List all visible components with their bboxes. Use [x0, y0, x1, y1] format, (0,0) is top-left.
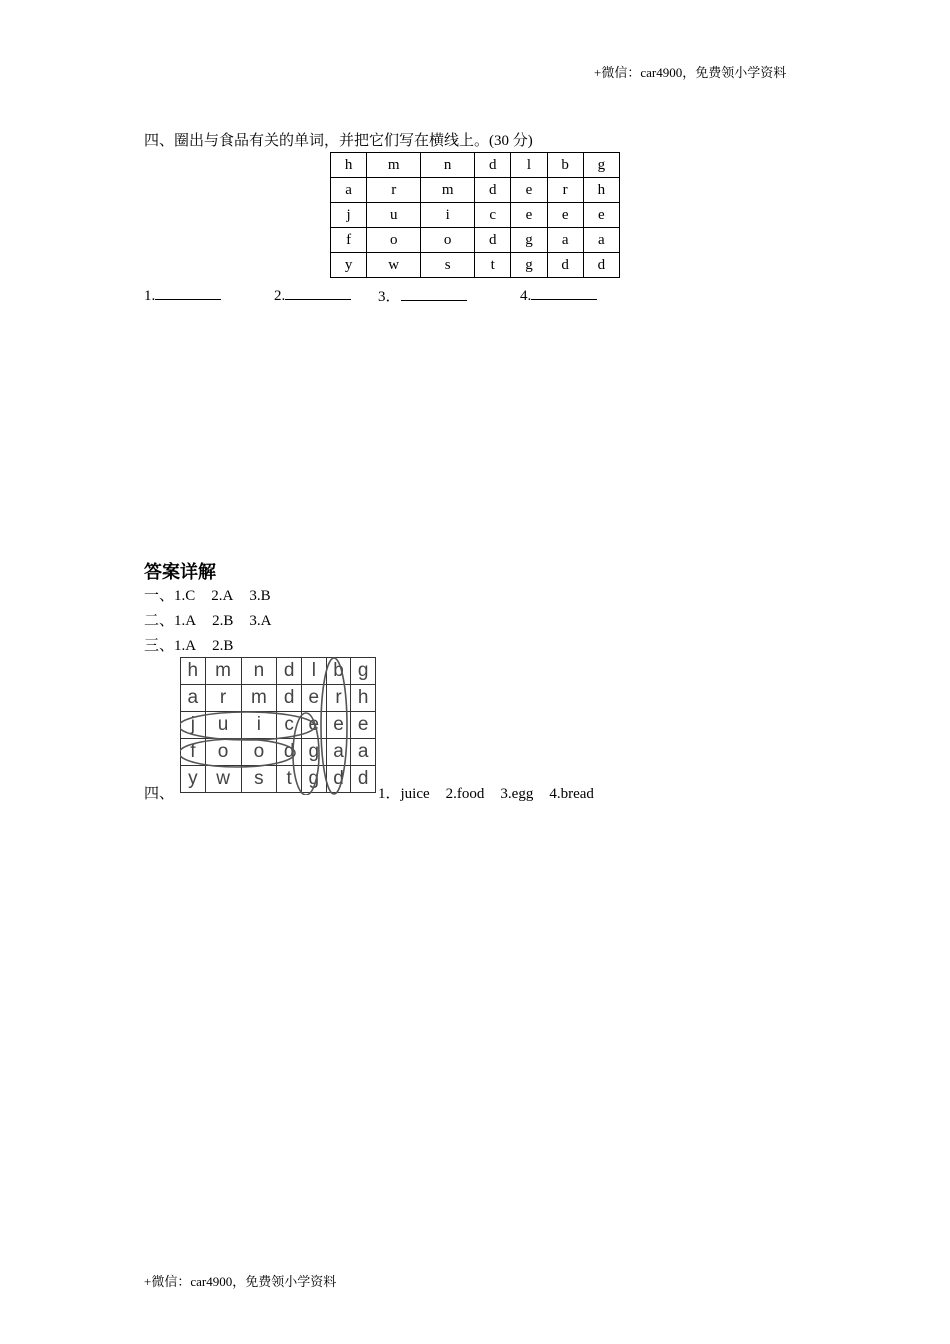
- answer-item: 1.C: [174, 588, 196, 604]
- blank-number: 4.: [520, 288, 532, 304]
- grid-cell: f: [181, 739, 206, 766]
- grid-row: [331, 203, 620, 228]
- grid-cell: u: [205, 712, 241, 739]
- answer-item: 2.food: [445, 786, 485, 802]
- blank-4[interactable]: [520, 285, 597, 305]
- grid-cell: b: [326, 658, 351, 685]
- blank-1[interactable]: [144, 285, 221, 305]
- grid-cell: j: [331, 203, 367, 228]
- answer-item: 3.A: [249, 613, 272, 629]
- grid-cell: b: [547, 153, 583, 178]
- grid-row: [331, 153, 620, 178]
- blank-number: 2.: [274, 288, 286, 304]
- answer-item: 1.A: [174, 638, 197, 654]
- grid-cell: g: [302, 739, 327, 766]
- answer-line-3: [144, 634, 233, 655]
- grid-cell: h: [181, 658, 206, 685]
- grid-cell: f: [331, 228, 367, 253]
- answers-title: 答案详解: [144, 562, 216, 583]
- grid-cell: e: [326, 712, 351, 739]
- grid-cell: j: [181, 712, 206, 739]
- grid-cell: m: [367, 153, 421, 178]
- answer-prefix: 一、: [144, 588, 175, 604]
- grid-cell: i: [421, 203, 475, 228]
- grid-cell: a: [181, 685, 206, 712]
- grid-cell: a: [326, 739, 351, 766]
- grid-cell: c: [475, 203, 511, 228]
- answer-item: 2.A: [211, 588, 234, 604]
- grid-cell: g: [351, 658, 376, 685]
- grid-cell: t: [277, 766, 302, 793]
- grid-cell: d: [351, 766, 376, 793]
- grid-cell: u: [367, 203, 421, 228]
- grid-row: [181, 685, 376, 712]
- header-note: +微信：car4900，免费领小学资料: [594, 65, 787, 80]
- answer-blanks: [144, 285, 624, 305]
- grid-cell: m: [421, 178, 475, 203]
- grid-cell: e: [547, 203, 583, 228]
- grid-cell: h: [583, 178, 619, 203]
- blank-2[interactable]: [274, 285, 351, 305]
- footer-note: +微信：car4900，免费领小学资料: [144, 1274, 337, 1289]
- grid-row: [331, 178, 620, 203]
- grid-cell: r: [367, 178, 421, 203]
- blank-number: 1.: [144, 288, 156, 304]
- answer-prefix: 三、: [144, 638, 175, 654]
- grid-cell: d: [277, 685, 302, 712]
- answer-line-4: [144, 782, 174, 803]
- grid-cell: d: [475, 228, 511, 253]
- answer-line-2: [144, 609, 271, 630]
- grid-cell: a: [331, 178, 367, 203]
- answer-line-4-words: [378, 782, 594, 803]
- grid-row: [331, 253, 620, 278]
- answer-item: 4.bread: [549, 786, 594, 802]
- grid-cell: l: [511, 153, 547, 178]
- grid-cell: d: [277, 658, 302, 685]
- answer-line-1: [144, 584, 271, 605]
- word-search-grid: [330, 152, 620, 278]
- answer-word-search-image: [180, 657, 376, 793]
- grid-cell: g: [583, 153, 619, 178]
- answer-item: 2.B: [212, 613, 234, 629]
- grid-cell: s: [421, 253, 475, 278]
- grid-cell: n: [241, 658, 277, 685]
- grid-cell: e: [351, 712, 376, 739]
- grid-cell: e: [302, 712, 327, 739]
- grid-cell: a: [583, 228, 619, 253]
- grid-cell: g: [302, 766, 327, 793]
- grid-cell: w: [367, 253, 421, 278]
- grid-cell: d: [475, 153, 511, 178]
- grid-row: [181, 712, 376, 739]
- grid-row: [331, 228, 620, 253]
- question-score: (30 分): [489, 133, 533, 149]
- grid-cell: r: [547, 178, 583, 203]
- grid-cell: c: [277, 712, 302, 739]
- grid-cell: r: [205, 685, 241, 712]
- grid-cell: h: [331, 153, 367, 178]
- answer-item: 3.egg: [500, 786, 534, 802]
- grid-cell: n: [421, 153, 475, 178]
- grid-cell: d: [583, 253, 619, 278]
- grid-cell: d: [547, 253, 583, 278]
- answer-item: 1．juice: [378, 786, 430, 802]
- grid-cell: o: [205, 739, 241, 766]
- grid-cell: e: [302, 685, 327, 712]
- grid-cell: r: [326, 685, 351, 712]
- grid-cell: d: [475, 178, 511, 203]
- grid-cell: m: [241, 685, 277, 712]
- grid-cell: d: [326, 766, 351, 793]
- grid-cell: a: [547, 228, 583, 253]
- grid-cell: d: [277, 739, 302, 766]
- grid-cell: w: [205, 766, 241, 793]
- question-title: [144, 129, 533, 150]
- answer-item: 1.A: [174, 613, 197, 629]
- grid-cell: o: [241, 739, 277, 766]
- answer-prefix: 四、: [144, 786, 175, 802]
- grid-cell: g: [511, 228, 547, 253]
- grid-cell: o: [367, 228, 421, 253]
- grid-cell: a: [351, 739, 376, 766]
- grid-row: [181, 739, 376, 766]
- answer-prefix: 二、: [144, 613, 175, 629]
- grid-cell: m: [205, 658, 241, 685]
- grid-cell: i: [241, 712, 277, 739]
- grid-cell: y: [181, 766, 206, 793]
- grid-row: [181, 766, 376, 793]
- grid-cell: e: [583, 203, 619, 228]
- grid-cell: h: [351, 685, 376, 712]
- blank-number: 3．: [378, 289, 401, 305]
- question-title-text: 四、圈出与食品有关的单词，并把它们写在横线上。: [144, 131, 490, 149]
- answer-item: 2.B: [212, 638, 234, 654]
- grid-cell: e: [511, 203, 547, 228]
- grid-cell: o: [421, 228, 475, 253]
- grid-cell: l: [302, 658, 327, 685]
- blank-3[interactable]: [378, 285, 467, 306]
- grid-cell: y: [331, 253, 367, 278]
- grid-cell: e: [511, 178, 547, 203]
- grid-row: [181, 658, 376, 685]
- answer-item: 3.B: [249, 588, 271, 604]
- grid-cell: t: [475, 253, 511, 278]
- grid-cell: g: [511, 253, 547, 278]
- grid-cell: s: [241, 766, 277, 793]
